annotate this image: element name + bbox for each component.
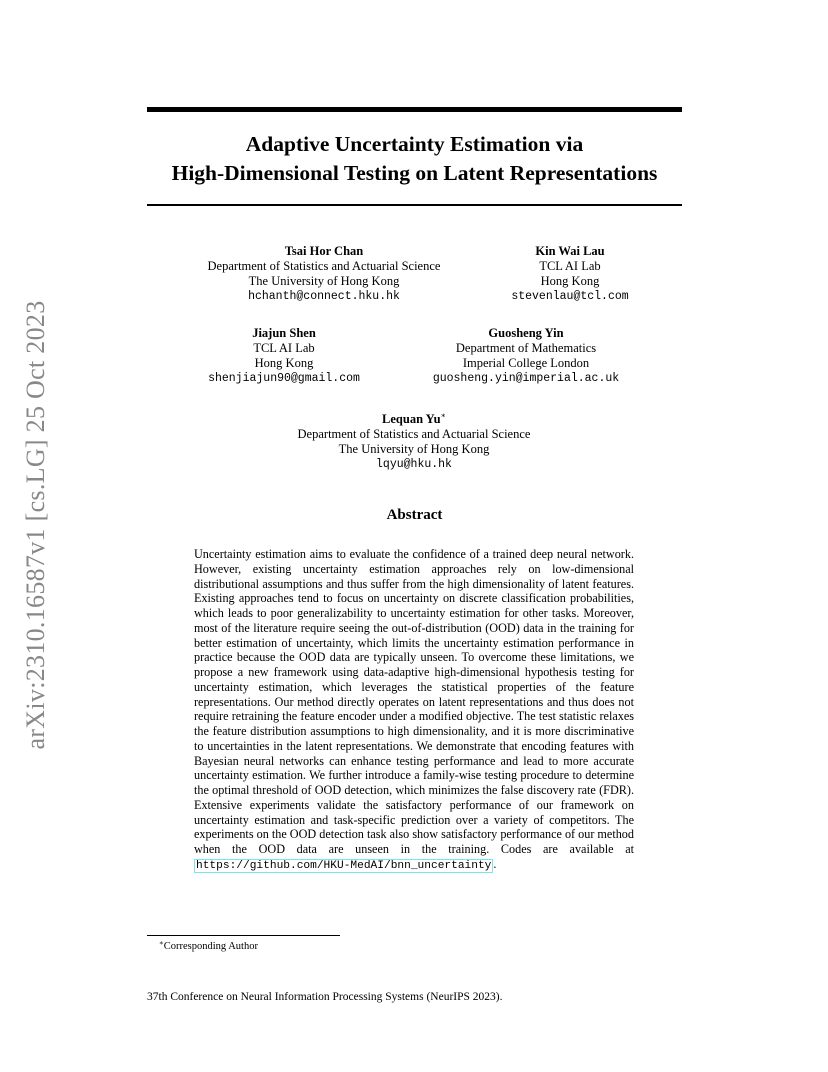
footnote-rule: [147, 935, 340, 936]
arxiv-identifier: arXiv:2310.16587v1 [cs.LG] 25 Oct 2023: [21, 300, 50, 750]
author-affiliation: TCL AI Lab: [253, 341, 315, 355]
paper-title: [147, 130, 682, 188]
footnote: [159, 939, 258, 952]
author-name: Jiajun Shen: [252, 326, 316, 340]
footnote-mark: ∗: [159, 939, 164, 947]
author-affiliation: The University of Hong Kong: [338, 442, 490, 456]
corresponding-author-mark: ∗: [440, 411, 446, 420]
author-email: lqyu@hku.hk: [376, 458, 452, 471]
conference-note: 37th Conference on Neural Information Processing Systems (NeurIPS 2023).: [147, 991, 503, 1003]
author-email: hchanth@connect.hku.hk: [248, 290, 400, 303]
abstract-end-period: .: [493, 856, 497, 871]
author-email: stevenlau@tcl.com: [511, 290, 629, 303]
author-name-text: Lequan Yu: [382, 412, 441, 426]
author-affiliation: Department of Statistics and Actuarial Science: [297, 427, 531, 441]
author-affiliation: Hong Kong: [540, 274, 600, 288]
author-name: [284, 408, 544, 427]
code-repository-link[interactable]: https://github.com/HKU-MedAI/bnn_uncertainty: [196, 859, 492, 872]
author-affiliation: Imperial College London: [462, 356, 590, 370]
author-affiliation: Department of Mathematics: [455, 341, 597, 355]
author-block-1: [198, 244, 450, 304]
abstract-text: Uncertainty estimation aims to evaluate the confidence of a trained deep neural network. However, existing uncertainty estimation approaches rely on low-dimensional distributional assumptions and thus suffer from the high dimensionality of latent features. Existing approaches tend to focus on uncertainty on discrete classification probabilities, which leads to poor generalizability to uncertainty estimation for other tasks. Moreover, most of the literature require seeing the out-of-distribution (OOD) data in the training for better estimation of uncertainty, which limits the uncertainty estimation performance in practice because the OOD data are typically unseen. To overcome these limitations, we propose a new framework using data-adaptive high-dimensional hypothesis testing for uncertainty estimation, which leverages the statistical properties of the feature representations. Our method directly operates on latent representations and thus does not require retraining the feature encoder under a modified objective. The test statistic relaxes the feature distribution assumptions to high dimensionality, and it is more discriminative to uncertainties in the latent representations. We demonstrate that encoding features with Bayesian neural networks can enhance testing performance and lead to more accurate uncertainty estimation. We further introduce a family-wise testing procedure to determine the optimal threshold of OOD detection, which minimizes the false discovery rate (FDR). Extensive experiments validate the satisfactory performance of our framework on uncertainty estimation and task-specific prediction over a variety of competitors. The experiments on the OOD detection task also show satisfactory performance of our method when the OOD data are unseen in the training. Codes are available at: [194, 547, 634, 856]
author-email: guosheng.yin@imperial.ac.uk: [432, 372, 620, 385]
abstract-body: [194, 547, 634, 874]
title-line-2: High-Dimensional Testing on Latent Representations: [171, 161, 658, 185]
author-affiliation: Department of Statistics and Actuarial Science: [207, 259, 441, 273]
title-top-rule: [147, 107, 682, 112]
author-email: shenjiajun90@gmail.com: [208, 372, 360, 385]
author-block-2: [500, 244, 640, 304]
author-name: Kin Wai Lau: [535, 244, 605, 258]
author-name: Guosheng Yin: [488, 326, 564, 340]
author-block-4: [420, 326, 632, 386]
title-line-1: Adaptive Uncertainty Estimation via: [245, 132, 584, 156]
author-affiliation: The University of Hong Kong: [248, 274, 400, 288]
author-block-3: [200, 326, 368, 386]
author-name: Tsai Hor Chan: [284, 244, 364, 258]
abstract-heading: Abstract: [386, 507, 443, 523]
author-affiliation: Hong Kong: [254, 356, 314, 370]
author-affiliation: TCL AI Lab: [539, 259, 601, 273]
author-block-5: [284, 408, 544, 472]
footnote-text: Corresponding Author: [163, 941, 258, 952]
title-bottom-rule: [147, 204, 682, 206]
